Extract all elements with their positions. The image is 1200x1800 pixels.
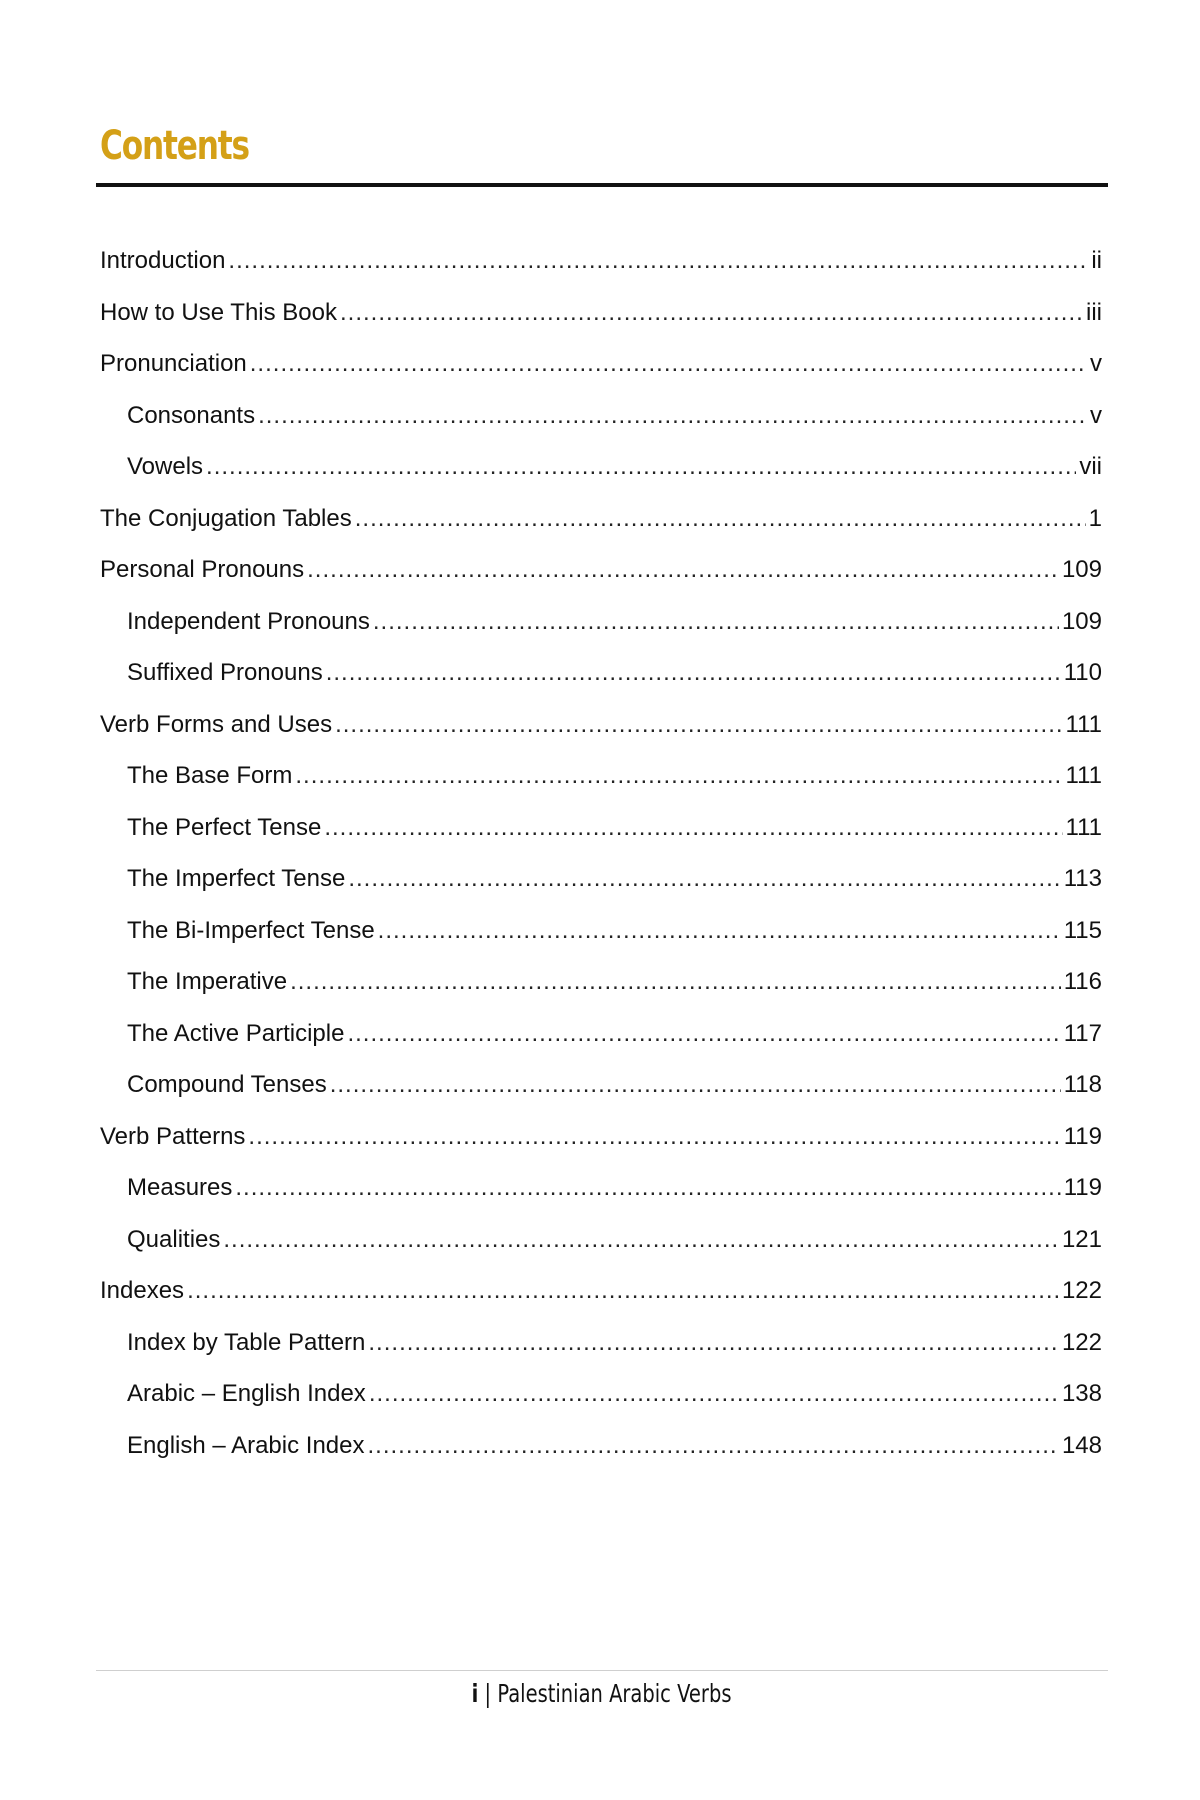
toc-dot-leader	[228, 235, 1088, 287]
page-footer	[96, 1678, 1108, 1710]
toc-entry-page-number: 121	[1061, 1225, 1102, 1253]
toc-entry-label: Introduction	[100, 247, 226, 274]
toc-entry-page-number: v	[1090, 350, 1102, 377]
toc-entry-page-number: 109	[1061, 556, 1102, 583]
footer-divider	[96, 1670, 1108, 1671]
toc-entry[interactable]	[100, 905, 1102, 957]
toc-entry-page-number: 113	[1063, 865, 1102, 892]
toc-dot-leader	[258, 390, 1087, 442]
toc-entry-page-number: 111	[1065, 813, 1102, 841]
footer-separator: |	[484, 1679, 492, 1708]
table-of-contents	[100, 235, 1102, 1471]
toc-dot-leader	[347, 1008, 1060, 1060]
toc-dot-leader	[335, 699, 1062, 751]
toc-dot-leader	[368, 1317, 1059, 1369]
toc-dot-leader	[307, 544, 1059, 596]
toc-entry-page-number: 111	[1065, 762, 1102, 789]
toc-dot-leader	[373, 596, 1059, 648]
toc-entry-page-number: 122	[1061, 1328, 1102, 1356]
toc-entry-label: Verb Patterns	[100, 1122, 246, 1150]
toc-entry[interactable]	[100, 699, 1102, 751]
toc-entry-label: Qualities	[127, 1225, 221, 1253]
toc-dot-leader	[330, 1059, 1061, 1111]
toc-entry[interactable]	[100, 596, 1102, 648]
document-page	[96, 0, 1108, 1800]
toc-entry[interactable]	[100, 493, 1102, 545]
toc-entry-label: Measures	[127, 1174, 233, 1201]
toc-entry[interactable]	[100, 802, 1102, 854]
toc-entry-label: The Conjugation Tables	[100, 504, 352, 532]
toc-entry[interactable]	[100, 441, 1102, 493]
toc-entry-label: Vowels	[127, 453, 204, 480]
toc-entry-label: Compound Tenses	[127, 1071, 327, 1098]
toc-entry[interactable]	[100, 1265, 1102, 1317]
toc-entry-page-number: 138	[1061, 1380, 1102, 1407]
toc-entry-label: Personal Pronouns	[100, 556, 305, 583]
toc-entry[interactable]	[100, 647, 1102, 699]
toc-dot-leader	[290, 956, 1061, 1008]
toc-entry-page-number: 110	[1063, 659, 1102, 686]
toc-entry-label: Suffixed Pronouns	[127, 659, 323, 686]
toc-entry[interactable]	[100, 853, 1102, 905]
toc-entry-page-number: 148	[1061, 1431, 1102, 1459]
toc-dot-leader	[340, 287, 1083, 339]
toc-entry-page-number: 122	[1061, 1277, 1102, 1304]
toc-dot-leader	[206, 441, 1076, 493]
toc-entry[interactable]	[100, 338, 1102, 390]
toc-dot-leader	[295, 750, 1062, 802]
toc-entry-page-number: 118	[1063, 1071, 1102, 1098]
toc-entry-label: Consonants	[127, 401, 256, 429]
toc-entry-label: The Perfect Tense	[127, 813, 322, 841]
toc-entry-label: Arabic – English Index	[127, 1380, 366, 1407]
toc-dot-leader	[250, 338, 1087, 390]
title-underline	[96, 183, 1108, 187]
toc-entry-page-number: 117	[1063, 1019, 1102, 1047]
toc-entry-page-number: 1	[1088, 504, 1102, 532]
toc-dot-leader	[248, 1111, 1060, 1163]
toc-entry-label: English – Arabic Index	[127, 1431, 365, 1459]
toc-dot-leader	[369, 1368, 1059, 1420]
toc-entry-label: Pronunciation	[100, 350, 247, 377]
page-title: Contents	[100, 123, 249, 169]
toc-dot-leader	[324, 802, 1062, 854]
toc-entry-page-number: 116	[1063, 968, 1102, 995]
toc-entry-page-number: v	[1090, 401, 1102, 429]
toc-entry-label: The Imperfect Tense	[127, 865, 346, 892]
toc-dot-leader	[378, 905, 1061, 957]
toc-dot-leader	[326, 647, 1061, 699]
toc-entry-label: The Active Participle	[127, 1019, 345, 1047]
toc-entry[interactable]	[100, 1420, 1102, 1472]
toc-dot-leader	[348, 853, 1060, 905]
toc-entry-label: Independent Pronouns	[127, 607, 370, 635]
toc-entry-label: How to Use This Book	[100, 298, 337, 326]
toc-dot-leader	[187, 1265, 1059, 1317]
toc-entry-page-number: vii	[1079, 453, 1102, 480]
toc-entry[interactable]	[100, 1008, 1102, 1060]
toc-entry[interactable]	[100, 390, 1102, 442]
toc-dot-leader	[235, 1162, 1060, 1214]
toc-entry[interactable]	[100, 544, 1102, 596]
toc-entry-page-number: 119	[1063, 1174, 1102, 1201]
toc-entry[interactable]	[100, 235, 1102, 287]
toc-entry[interactable]	[100, 750, 1102, 802]
toc-entry-label: Index by Table Pattern	[127, 1328, 366, 1356]
toc-entry[interactable]	[100, 1111, 1102, 1163]
toc-entry-label: Indexes	[100, 1277, 185, 1304]
toc-entry[interactable]	[100, 1368, 1102, 1420]
toc-entry-label: The Base Form	[127, 762, 293, 789]
toc-entry[interactable]	[100, 1162, 1102, 1214]
toc-entry[interactable]	[100, 1214, 1102, 1266]
toc-entry-page-number: ii	[1091, 247, 1102, 274]
toc-entry-label: The Imperative	[127, 968, 288, 995]
toc-entry[interactable]	[100, 956, 1102, 1008]
toc-entry-page-number: iii	[1086, 298, 1102, 326]
toc-entry[interactable]	[100, 1059, 1102, 1111]
toc-dot-leader	[223, 1214, 1059, 1266]
toc-entry-page-number: 109	[1061, 607, 1102, 635]
toc-entry[interactable]	[100, 287, 1102, 339]
toc-entry-page-number: 119	[1063, 1122, 1102, 1150]
footer-page-number: i	[472, 1679, 479, 1708]
toc-entry-page-number: 111	[1065, 710, 1102, 738]
toc-dot-leader	[355, 493, 1086, 545]
toc-entry-label: The Bi-Imperfect Tense	[127, 916, 375, 944]
footer-book-title: Palestinian Arabic Verbs	[497, 1679, 732, 1708]
toc-dot-leader	[367, 1420, 1058, 1472]
toc-entry[interactable]	[100, 1317, 1102, 1369]
toc-entry-label: Verb Forms and Uses	[100, 710, 333, 738]
toc-entry-page-number: 115	[1063, 916, 1102, 944]
